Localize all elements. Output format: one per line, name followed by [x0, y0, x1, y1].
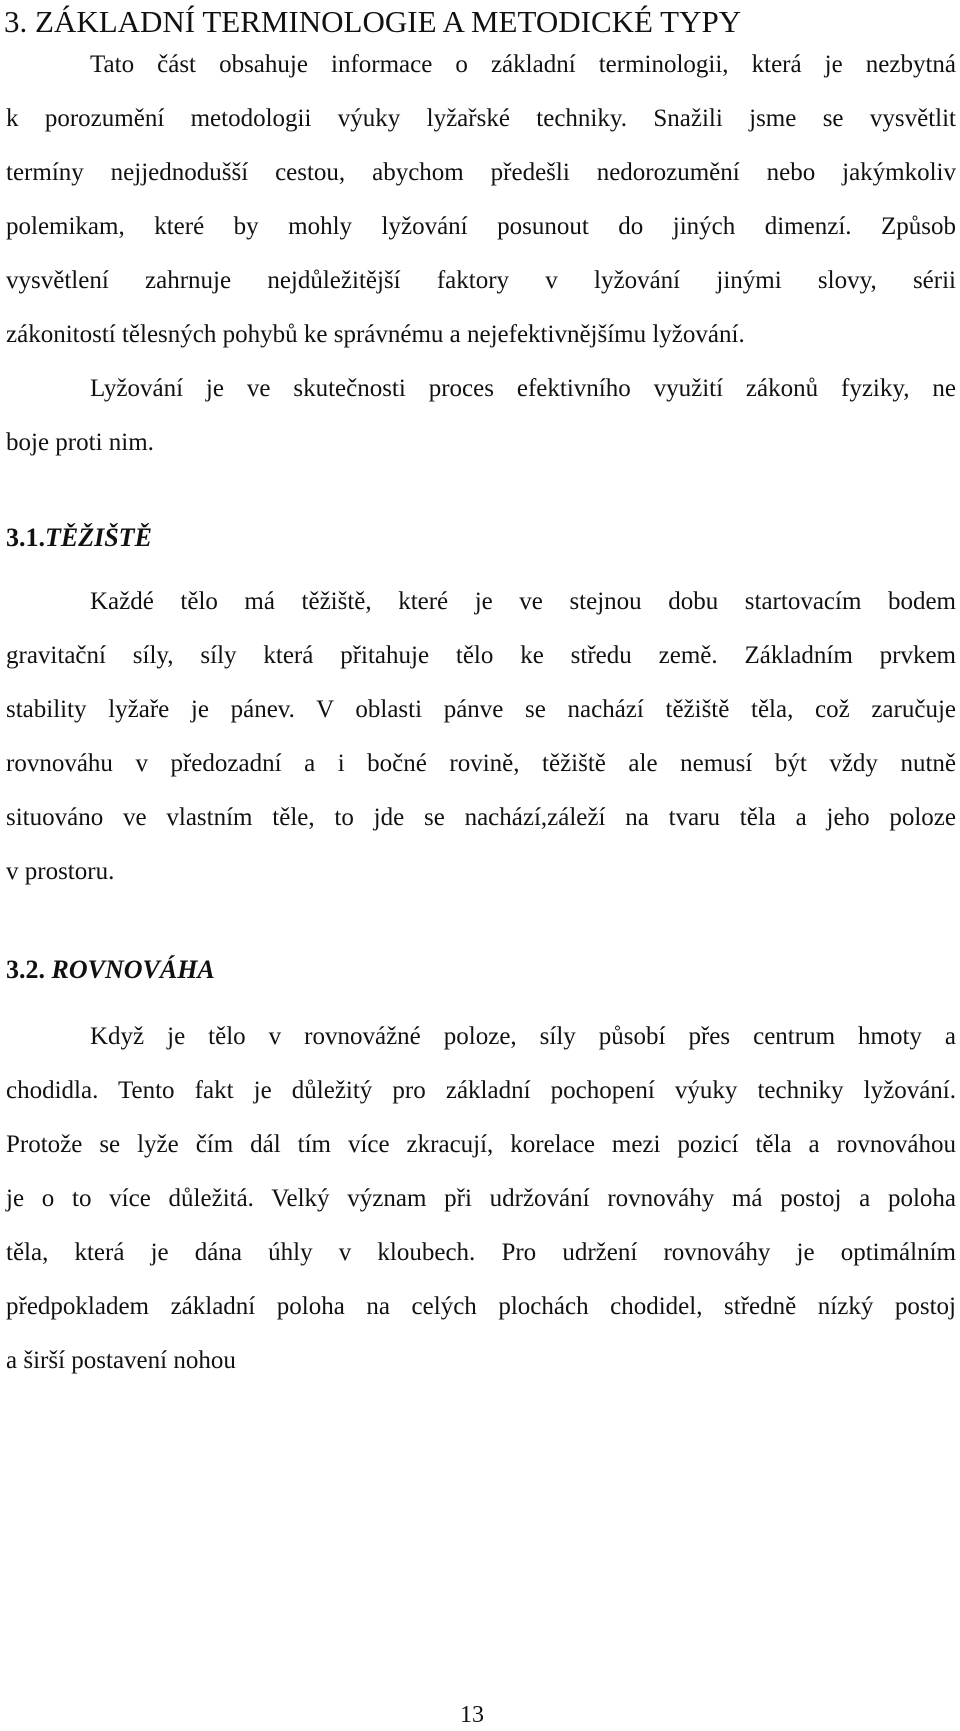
- section-number: 3.1.: [6, 523, 45, 552]
- text-line: Lyžování je ve skutečnosti proces efektivního využití zákonů fyziky, ne: [90, 375, 956, 402]
- text-line: zákonitostí tělesných pohybů ke správnému a nejefektivnějšímu lyžování.: [6, 321, 745, 348]
- page-number: 13: [460, 1702, 484, 1728]
- text-line: Když je tělo v rovnovážné poloze, síly působí přes centrum hmoty a: [90, 1023, 956, 1050]
- text-line: polemikam, které by mohly lyžování posunout do jiných dimenzí. Způsob: [6, 213, 956, 240]
- section-2-paragraph: [6, 1010, 956, 1388]
- text-line: gravitační síly, síly která přitahuje tělo ke středu země. Základním prvkem: [6, 642, 956, 669]
- text-line: chodidla. Tento fakt je důležitý pro základní pochopení výuky techniky lyžování.: [6, 1077, 956, 1104]
- text-line: boje proti nim.: [6, 429, 154, 456]
- section-heading-teziste: [6, 518, 152, 558]
- text-line: k porozumění metodologii výuky lyžařské techniky. Snažili jsme se vysvětlit: [6, 105, 956, 132]
- text-line: situováno ve vlastním těle, to jde se nachází,záleží na tvaru těla a jeho poloze: [6, 804, 956, 831]
- section-heading-rovnovaha: [6, 950, 215, 990]
- text-line: rovnováhu v předozadní a i bočné rovině, těžiště ale nemusí být vždy nutně: [6, 750, 956, 777]
- section-title: ROVNOVÁHA: [51, 955, 215, 984]
- text-line: těla, která je dána úhly v kloubech. Pro udržení rovnováhy je optimálním: [6, 1239, 956, 1266]
- section-1-paragraph: [6, 575, 956, 899]
- text-line: a širší postavení nohou: [6, 1347, 236, 1374]
- text-line: vysvětlení zahrnuje nejdůležitější faktory v lyžování jinými slovy, sérii: [6, 267, 956, 294]
- text-line: Každé tělo má těžiště, které je ve stejnou dobu startovacím bodem: [90, 588, 956, 615]
- intro-paragraph-1: [6, 38, 956, 362]
- text-line: Protože se lyže čím dál tím více zkracují, korelace mezi pozicí těla a rovnováhou: [6, 1131, 956, 1158]
- text-line: termíny nejjednodušší cestou, abychom předešli nedorozumění nebo jakýmkoliv: [6, 159, 956, 186]
- chapter-title: 3. ZÁKLADNÍ TERMINOLOGIE A METODICKÉ TYPY: [4, 4, 742, 39]
- text-line: Tato část obsahuje informace o základní terminologii, která je nezbytná: [90, 51, 956, 78]
- section-title: TĚŽIŠTĚ: [45, 523, 152, 552]
- text-line: v prostoru.: [6, 858, 115, 885]
- intro-paragraph-2: [6, 362, 956, 470]
- text-line: je o to více důležitá. Velký význam při udržování rovnováhy má postoj a poloha: [6, 1185, 956, 1212]
- text-line: předpokladem základní poloha na celých plochách chodidel, středně nízký postoj: [6, 1293, 956, 1320]
- section-number: 3.2.: [6, 955, 45, 984]
- text-line: stability lyžaře je pánev. V oblasti pánve se nachází těžiště těla, což zaručuje: [6, 696, 956, 723]
